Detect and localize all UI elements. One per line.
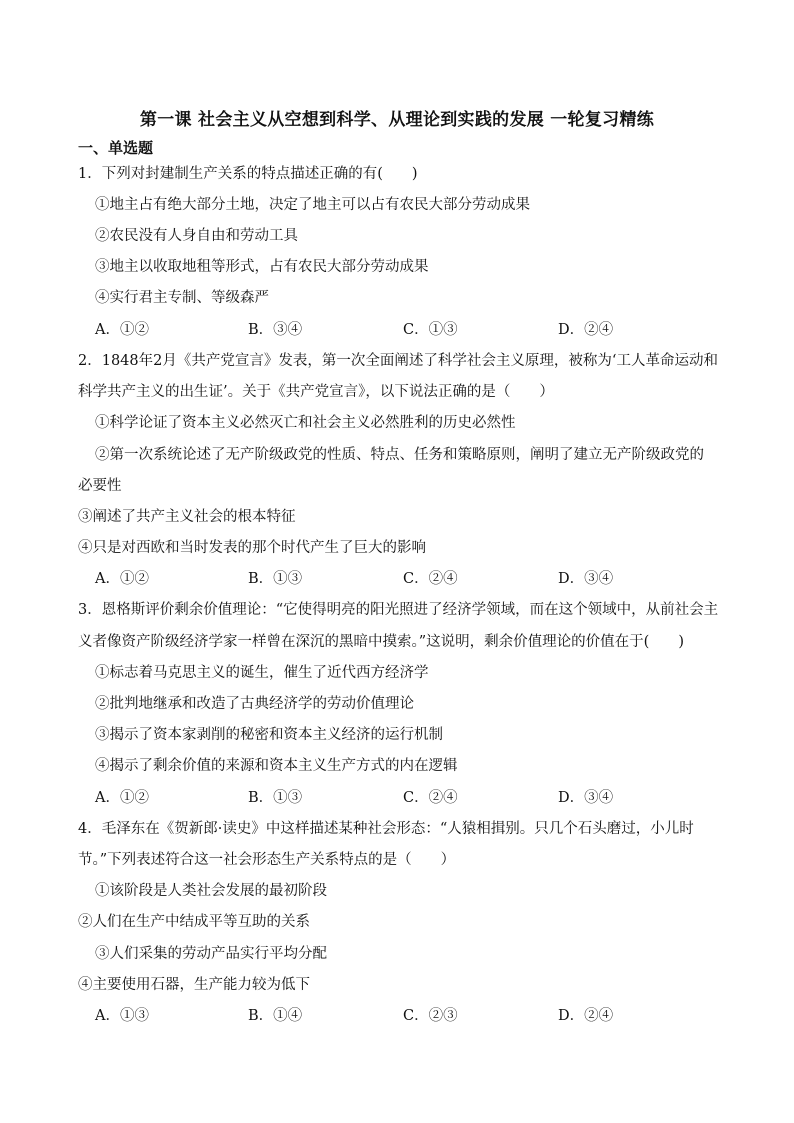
question-2-stem-line-1: 2．1848年2月《共产党宣言》发表，第一次全面阐述了科学社会主义原理，被称为‘工人革命运动和 (78, 353, 718, 369)
question-1-option-4: ④实行君主专制、等级森严 (95, 290, 269, 306)
question-2-option-3: ③阐述了共产主义社会的根本特征 (78, 509, 296, 525)
question-1-choice-c[interactable]: C．①③ (403, 322, 458, 338)
question-1-choice-b[interactable]: B．③④ (248, 322, 303, 338)
section-heading: 一、单选题 (78, 139, 154, 157)
question-2-choices (95, 569, 735, 589)
question-4-option-3: ③人们采集的劳动产品实行平均分配 (95, 946, 327, 962)
question-3-option-2: ②批判地继承和改造了古典经济学的劳动价值理论 (95, 696, 414, 712)
question-4-choice-d[interactable]: D．②④ (558, 1008, 614, 1024)
question-1-option-1: ①地主占有绝大部分土地，决定了地主可以占有农民大部分劳动成果 (95, 197, 530, 213)
question-2-choice-d[interactable]: D．③④ (558, 571, 614, 587)
question-4-option-1: ①该阶段是人类社会发展的最初阶段 (95, 883, 327, 899)
question-4-option-2: ②人们在生产中结成平等互助的关系 (78, 914, 310, 930)
question-2-choice-c[interactable]: C．②④ (403, 571, 458, 587)
question-1-stem: 1．下列对封建制生产关系的特点描述正确的有( ) (78, 166, 418, 182)
question-4-stem-line-1: 4．毛泽东在《贺新郎·读史》中这样描述某种社会形态：“人猿相揖别。只几个石头磨过，小儿时 (78, 821, 694, 837)
question-3-choice-a[interactable]: A．①② (95, 790, 149, 806)
question-4-choice-b[interactable]: B．①④ (248, 1008, 303, 1024)
question-3-choice-d[interactable]: D．③④ (558, 790, 614, 806)
question-2-option-1: ①科学论证了资本主义必然灭亡和社会主义必然胜利的历史必然性 (95, 415, 516, 431)
question-1-option-2: ②农民没有人身自由和劳动工具 (95, 228, 298, 244)
question-2-choice-a[interactable]: A．①② (95, 571, 149, 587)
question-3-option-1: ①标志着马克思主义的诞生，催生了近代西方经济学 (95, 665, 429, 681)
question-4-stem-line-2: 节。”下列表述符合这一社会形态生产关系特点的是（ ） (78, 852, 456, 868)
question-4-choice-c[interactable]: C．②③ (403, 1008, 458, 1024)
question-4-choice-a[interactable]: A．①③ (95, 1008, 149, 1024)
question-4-choices (95, 1006, 735, 1026)
question-2-option-2: ②第一次系统论述了无产阶级政党的性质、特点、任务和策略原则，阐明了建立无产阶级政党的 (95, 447, 704, 463)
question-1-choice-d[interactable]: D．②④ (558, 322, 614, 338)
question-2-stem-line-2: 科学共产主义的出生证’。关于《共产党宣言》，以下说法正确的是（ ） (78, 384, 554, 400)
question-4-option-4: ④主要使用石器，生产能力较为低下 (78, 977, 310, 993)
question-3-option-3: ③揭示了资本家剥削的秘密和资本主义经济的运行机制 (95, 727, 443, 743)
question-2-choice-b[interactable]: B．①③ (248, 571, 303, 587)
question-3-choice-c[interactable]: C．②④ (403, 790, 458, 806)
page-title: 第一课 社会主义从空想到科学、从理论到实践的发展 一轮复习精练 (139, 110, 655, 130)
question-3-stem-line-1: 3．恩格斯评价剩余价值理论：“它使得明亮的阳光照进了经济学领域，而在这个领域中，从前社会主 (78, 602, 719, 618)
question-3-choice-b[interactable]: B．①③ (248, 790, 303, 806)
question-3-stem-line-2: 义者像资产阶级经济学家一样曾在深沉的黑暗中摸索。”这说明，剩余价值理论的价值在于( ) (78, 634, 684, 650)
question-1-choice-a[interactable]: A．①② (95, 322, 149, 338)
question-2-option-4: ④只是对西欧和当时发表的那个时代产生了巨大的影响 (78, 540, 426, 556)
question-3-option-4: ④揭示了剩余价值的来源和资本主义生产方式的内在逻辑 (95, 758, 458, 774)
question-2-option-2-cont: 必要性 (78, 478, 122, 494)
question-1-option-3: ③地主以收取地租等形式，占有农民大部分劳动成果 (95, 259, 429, 275)
question-1-choices (95, 320, 735, 340)
question-3-choices (95, 788, 735, 808)
